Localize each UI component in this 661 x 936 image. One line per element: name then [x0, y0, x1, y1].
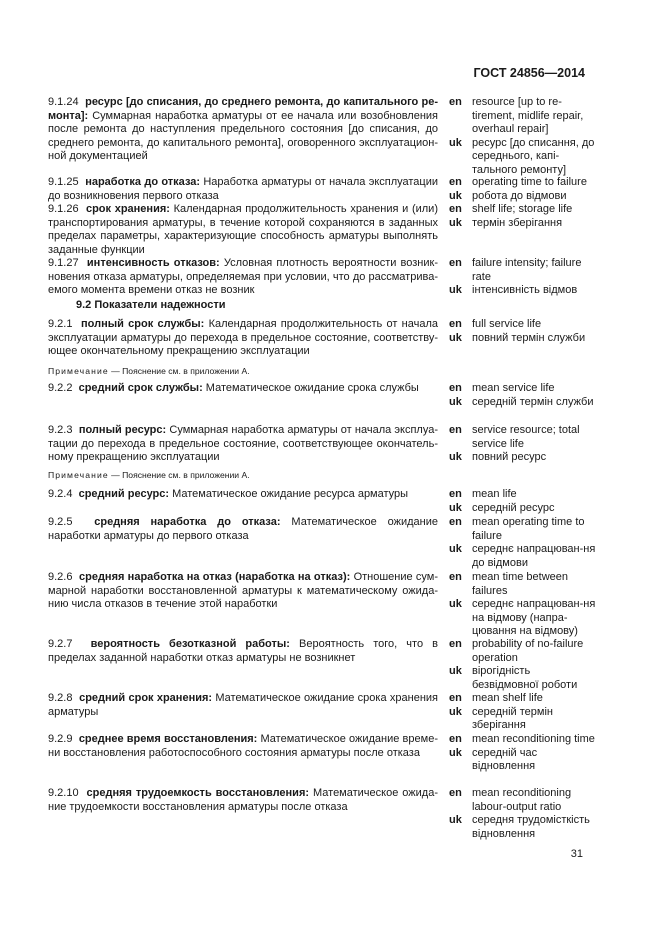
term-entry [48, 516, 438, 543]
entry-number: 9.2.8 [48, 692, 73, 704]
section-title: 9.2 Показатели надежности [76, 299, 226, 311]
translations [449, 424, 599, 465]
entry-term: средний ресурс: [78, 488, 170, 500]
translation-text: mean service life [472, 382, 555, 394]
translation-text: failure intensity; failure rate [472, 257, 582, 283]
translation-text: mean operating time to failure [472, 516, 585, 542]
translations [449, 733, 599, 774]
entry-number: 9.2.7 [48, 638, 73, 650]
entry-number: 9.2.6 [48, 571, 73, 583]
entry-number: 9.2.1 [48, 318, 73, 330]
entry-number: 9.1.27 [48, 257, 79, 269]
lang-code: en [449, 787, 462, 799]
entry-definition: Математическое ожидание срока службы [202, 382, 419, 394]
lang-code: uk [449, 451, 462, 464]
lang-code: uk [449, 136, 462, 149]
translation-text: mean time between failures [472, 571, 568, 597]
term-entry [48, 733, 438, 760]
term-entry [48, 176, 438, 203]
note [48, 470, 438, 481]
lang-code: en [449, 571, 462, 583]
translation-text: середній термін зберігання [472, 705, 553, 732]
translation-text: shelf life; storage life [472, 203, 573, 215]
lang-code: en [449, 318, 462, 330]
lang-code: uk [449, 395, 462, 408]
lang-code: en [449, 488, 462, 500]
entry-term: средняя наработка на отказ (наработка на отказ): [79, 571, 351, 583]
term-entry [48, 424, 438, 465]
term-entry [48, 382, 438, 396]
translations [449, 638, 599, 692]
entry-definition: Суммарная наработка арматуры от ее начала или возобновления после ремонта до наступления предельного состояния [до списания, до среднего ремонта, до капитального ремонта], оговоренного эксплуатацион-ной документацией [48, 109, 438, 163]
lang-code: en [449, 424, 462, 436]
entry-term: средний срок хранения: [79, 692, 213, 704]
entry-definition: Математическое ожидание наработки арматуры до первого отказа [48, 516, 438, 542]
entry-definition: Математическое ожидание ресурса арматуры [169, 488, 409, 500]
translation-text: mean reconditioning labour-output ratio [472, 787, 572, 813]
translations [449, 516, 599, 570]
entry-definition: Календарная продолжительность хранения и (или) транспортирования арматуры, в течение которой сохраняются в заданных пределах параметры, характеризующие способность арматуры выполнять заданные функции [48, 203, 438, 256]
lang-code: uk [449, 189, 462, 202]
translation-text: mean life [472, 488, 517, 500]
term-entry [48, 787, 438, 814]
entry-term: наработка до отказа: [85, 176, 201, 188]
entry-number: 9.2.10 [48, 787, 79, 799]
note-text: — Пояснение см. в приложении А. [108, 366, 250, 376]
entry-number: 9.2.3 [48, 424, 73, 436]
translation-text: середній ресурс [472, 501, 555, 514]
entry-number: 9.2.9 [48, 733, 73, 745]
entry-number: 9.1.24 [48, 96, 79, 108]
translations [449, 96, 599, 178]
translation-text: середній термін служби [472, 395, 594, 408]
entry-term: ресурс [до списания, до среднего ремонта, до капитального ре-монта]: [48, 96, 438, 122]
lang-code: uk [449, 216, 462, 229]
lang-code: en [449, 516, 462, 528]
note-text: — Пояснение см. в приложении А. [108, 470, 250, 480]
translations [449, 382, 599, 409]
note [48, 366, 438, 377]
translations [449, 176, 599, 203]
translation-text: середній час відновлення [472, 746, 538, 773]
term-entry [48, 96, 438, 164]
lang-code: en [449, 203, 462, 215]
entry-term: средний срок службы: [78, 382, 203, 394]
lang-code: uk [449, 284, 462, 297]
term-entry [48, 571, 438, 612]
note-label: Примечание [48, 366, 109, 376]
lang-code: en [449, 176, 462, 188]
translation-text: робота до відмови [472, 189, 567, 202]
lang-code: uk [449, 746, 462, 759]
page-number: 31 [570, 848, 583, 860]
entry-term: вероятность безотказной работы: [90, 638, 290, 650]
entry-definition: Математическое ожидание време-ни восстановления работоспособного состояния арматуры после отказа [48, 733, 438, 759]
lang-code: en [449, 692, 462, 704]
translation-text: service resource; total service life [472, 424, 580, 450]
translations [449, 692, 599, 733]
entry-number: 9.2.2 [48, 382, 73, 394]
term-entry [48, 318, 438, 359]
entry-term: интенсивность отказов: [86, 257, 220, 269]
lang-code: en [449, 638, 462, 650]
lang-code: uk [449, 598, 462, 611]
translation-text: full service life [472, 318, 542, 330]
lang-code: uk [449, 665, 462, 678]
translations [449, 787, 599, 841]
translation-text: mean shelf life [472, 692, 543, 704]
entry-definition: Наработка арматуры от начала эксплуатации до возникновения первого отказа [48, 176, 439, 202]
term-entry [48, 257, 438, 298]
entry-definition: Математическое ожида-ние трудоемкости восстановления арматуры после отказа [48, 787, 438, 813]
translations [449, 318, 599, 345]
translations [449, 257, 599, 298]
entry-number: 9.2.5 [48, 516, 73, 528]
translations [449, 571, 599, 639]
entry-term: средняя трудоемкость восстановления: [86, 787, 310, 799]
translation-text: середня трудомісткість відновлення [472, 814, 590, 840]
lang-code: en [449, 96, 462, 108]
entry-term: полный срок службы: [81, 318, 205, 330]
entry-definition: Календарная продолжительность от начала эксплуатации арматуры до перехода в предельное состояние, соответству-ющее окончательному прекращению эксплуатации [48, 318, 438, 358]
translation-text: operating time to failure [472, 176, 587, 188]
translation-text: ресурс [до списання, до середнього, капі-тального ремонту] [472, 136, 595, 176]
term-entry [48, 488, 438, 502]
translation-text: інтенсивність відмов [472, 284, 578, 297]
translations [449, 488, 599, 515]
lang-code: en [449, 733, 462, 745]
translation-text: середнє напрацюван-ня на відмову (напра-цювання на відмову) [472, 598, 596, 638]
translation-text: повний ресурс [472, 451, 547, 464]
translation-text: повний термін служби [472, 331, 586, 344]
translation-text: середнє напрацюван-ня до відмови [472, 543, 596, 569]
entry-number: 9.1.25 [48, 176, 79, 188]
term-entry [48, 638, 438, 665]
entry-definition: Математическое ожидание срока хранения арматуры [48, 692, 438, 718]
lang-code: en [449, 257, 462, 269]
entry-term: среднее время восстановления: [78, 733, 258, 745]
entry-definition: Отношение сум-марной наработки восстановленной арматуры к математическому ожида-нию числа отказов в течение этой наработки [48, 571, 438, 611]
translation-text: probability of no-failure operation [472, 638, 584, 664]
entry-number: 9.2.4 [48, 488, 73, 500]
entry-term: срок хранения: [85, 203, 170, 215]
translation-text: термін зберігання [472, 216, 563, 229]
term-entry [48, 203, 438, 257]
lang-code: uk [449, 705, 462, 718]
entry-definition: Суммарная наработка арматуры от начала эксплуа-тации до перехода в предельное состояние, соответствующее окончатель-ному прекращению эксплуатации [48, 424, 438, 464]
entry-definition: Вероятность того, что в пределах заданной наработки отказ арматуры не возникнет [48, 638, 438, 664]
translation-text: mean reconditioning time [472, 733, 595, 745]
lang-code: en [449, 382, 462, 394]
entry-term: полный ресурс: [78, 424, 167, 436]
translations [449, 203, 599, 230]
entry-definition: Условная плотность вероятности возник-новения отказа арматуры, определяемая при условии, что до рассматрива-емого момента времени отказ не возник [48, 257, 439, 297]
standard-header: ГОСТ 24856—2014 [473, 66, 585, 80]
lang-code: uk [449, 331, 462, 344]
term-entry [48, 692, 438, 719]
lang-code: uk [449, 543, 462, 556]
note-label: Примечание [48, 470, 109, 480]
translation-text: resource [up to re-tirement, midlife repair, overhaul repair] [472, 96, 584, 136]
translation-text: вірогідність безвідмовної роботи [472, 665, 578, 691]
entry-term: средняя наработка до отказа: [94, 516, 281, 528]
lang-code: uk [449, 501, 462, 514]
entry-number: 9.1.26 [48, 203, 79, 215]
lang-code: uk [449, 814, 462, 827]
